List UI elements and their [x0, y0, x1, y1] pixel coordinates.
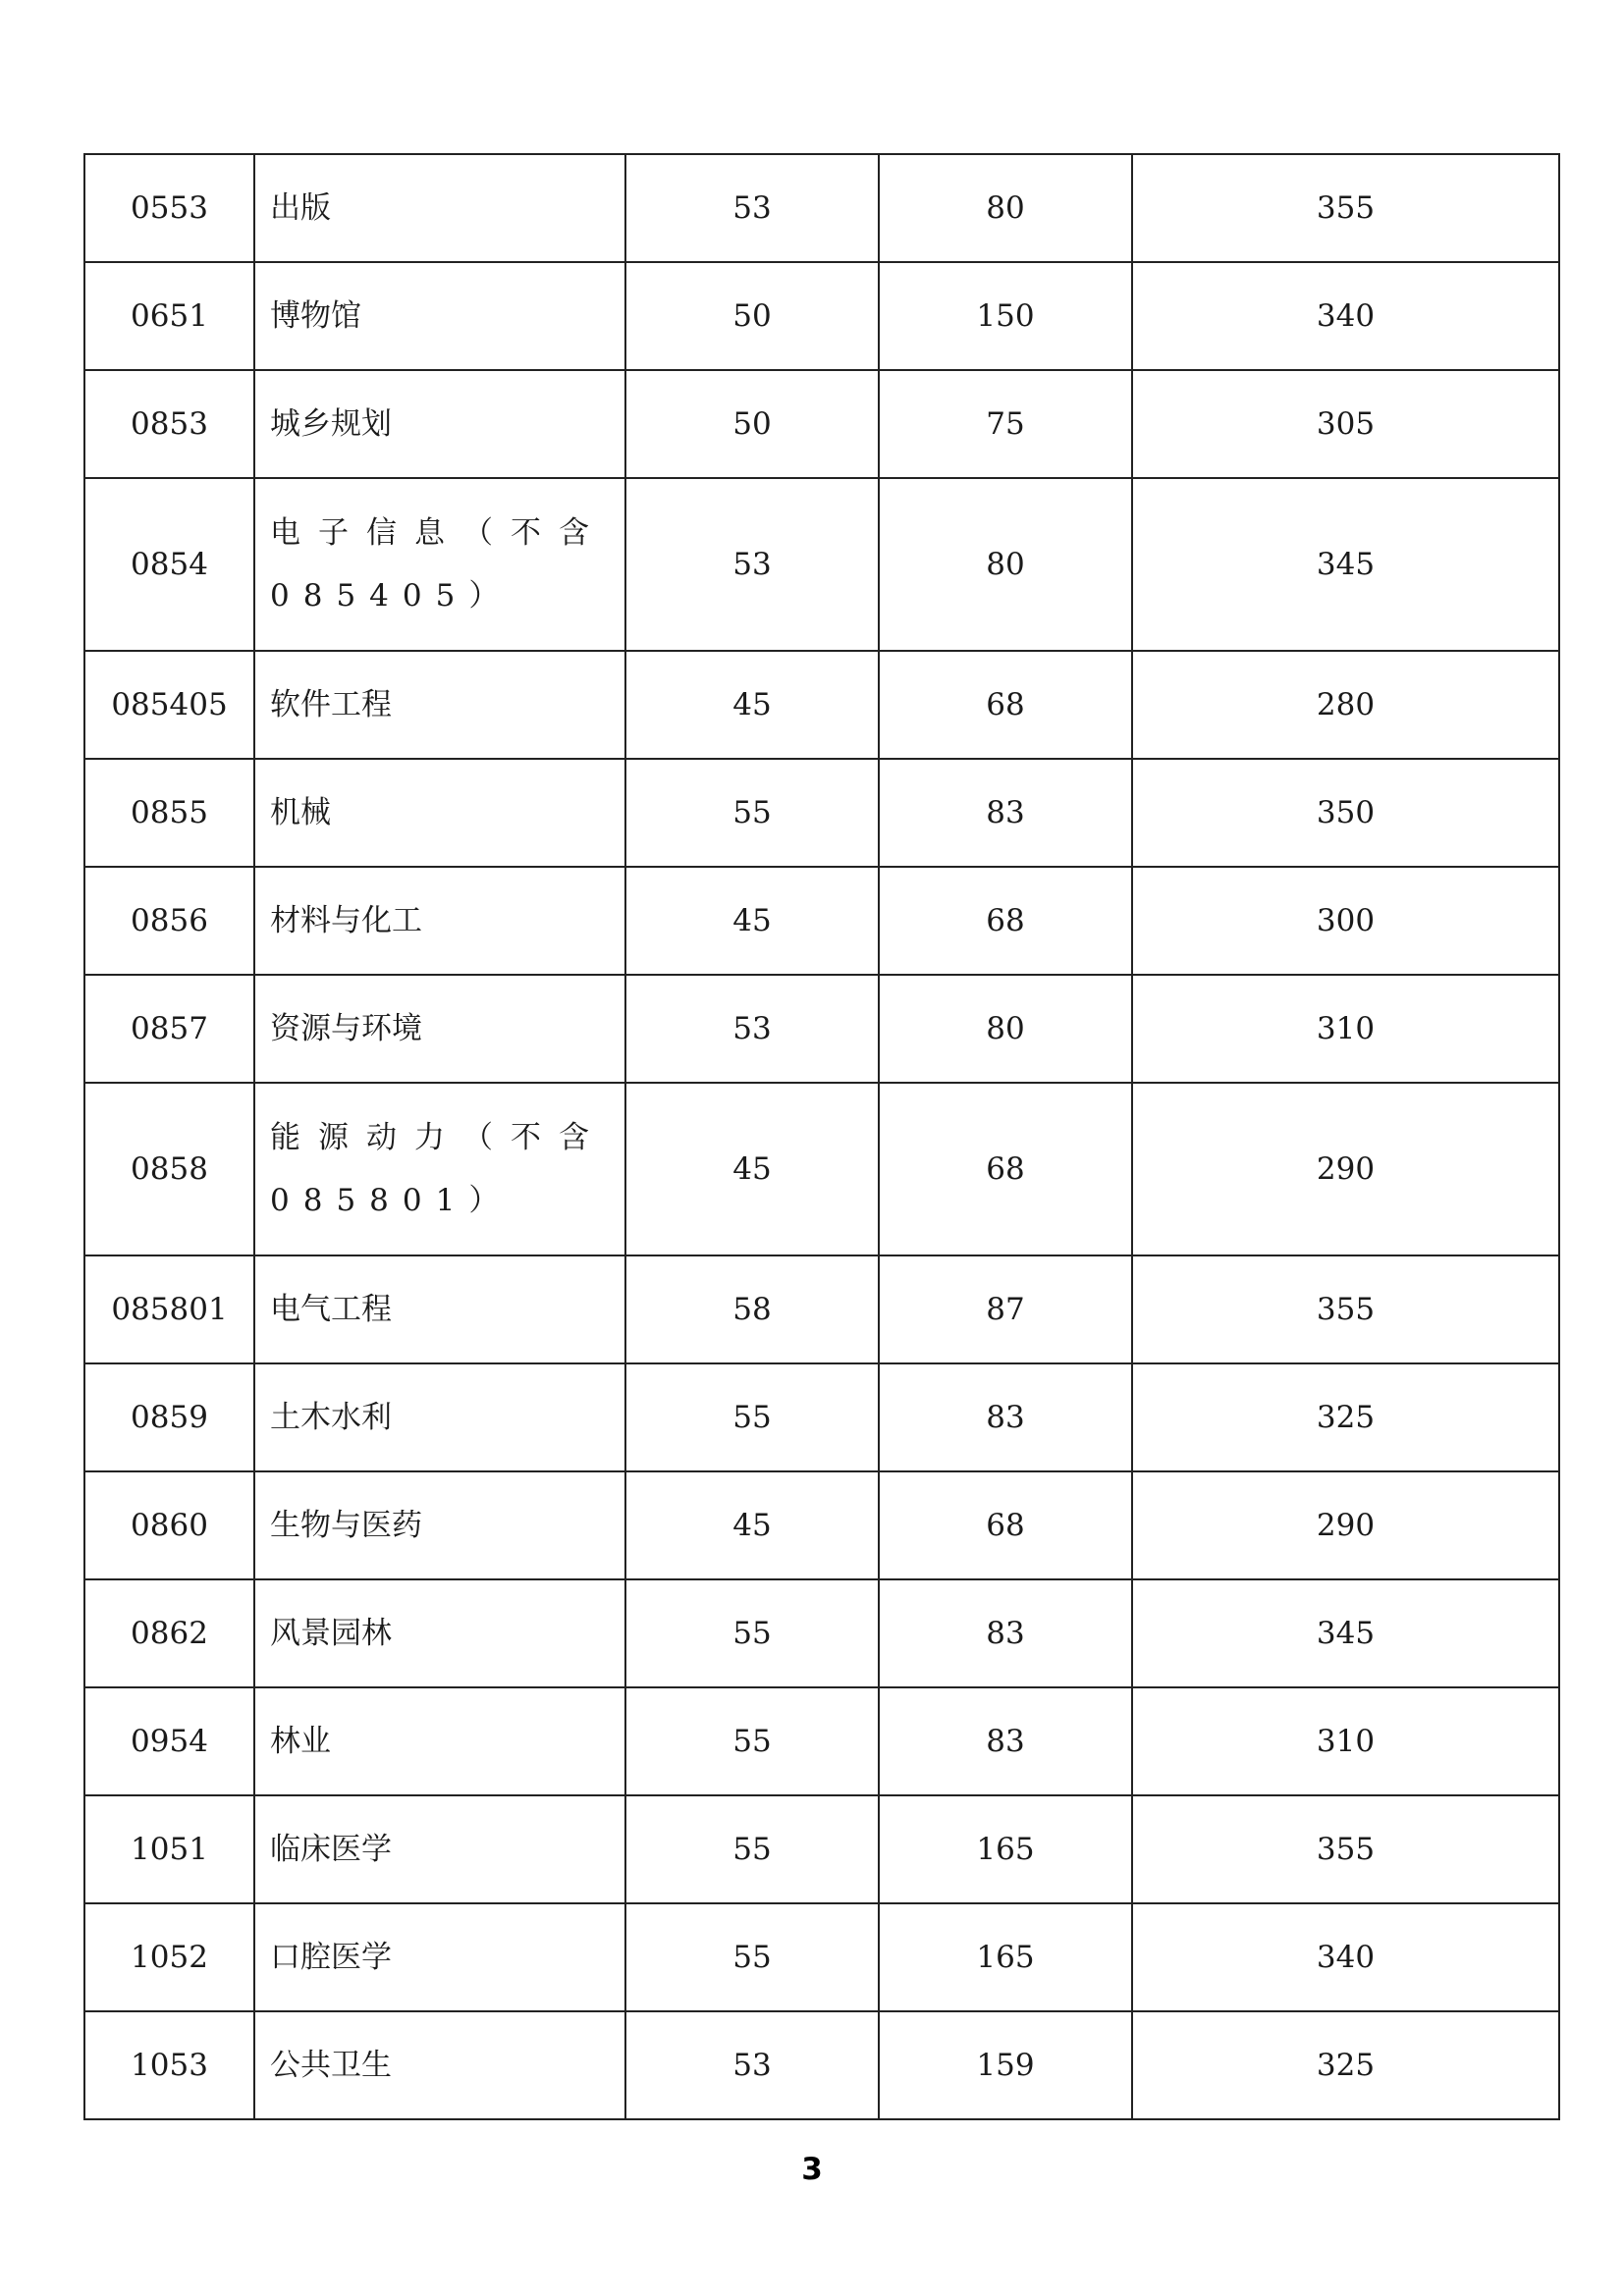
cell-single-subject-score-b: 83 — [879, 1687, 1132, 1795]
cell-total-score: 355 — [1132, 154, 1559, 262]
cell-total-score: 310 — [1132, 1687, 1559, 1795]
cell-major-code: 0857 — [84, 975, 254, 1083]
cell-major-code: 0954 — [84, 1687, 254, 1795]
cell-total-score: 280 — [1132, 651, 1559, 759]
cell-single-subject-score-b: 80 — [879, 154, 1132, 262]
table-row — [84, 1795, 1559, 1903]
cell-single-subject-score-a: 45 — [625, 1083, 879, 1255]
cell-major-code: 0862 — [84, 1579, 254, 1687]
table-row — [84, 370, 1559, 478]
cell-single-subject-score-a: 45 — [625, 867, 879, 975]
cell-single-subject-score-b: 68 — [879, 1083, 1132, 1255]
cell-single-subject-score-a: 53 — [625, 2011, 879, 2119]
cell-total-score: 355 — [1132, 1795, 1559, 1903]
cell-major-name: 城乡规划 — [254, 370, 625, 478]
cell-single-subject-score-a: 55 — [625, 1903, 879, 2011]
cell-major-name: 出版 — [254, 154, 625, 262]
cell-major-name: 公共卫生 — [254, 2011, 625, 2119]
cell-single-subject-score-b: 68 — [879, 651, 1132, 759]
cell-single-subject-score-b: 75 — [879, 370, 1132, 478]
cell-single-subject-score-b: 83 — [879, 1363, 1132, 1471]
table-body — [84, 154, 1559, 2119]
table-row — [84, 1579, 1559, 1687]
cell-single-subject-score-a: 58 — [625, 1255, 879, 1363]
table-row — [84, 1255, 1559, 1363]
cell-total-score: 290 — [1132, 1471, 1559, 1579]
cell-single-subject-score-b: 87 — [879, 1255, 1132, 1363]
cell-total-score: 325 — [1132, 1363, 1559, 1471]
cell-total-score: 340 — [1132, 262, 1559, 370]
table-row — [84, 1471, 1559, 1579]
cell-major-name: 机械 — [254, 759, 625, 867]
cell-single-subject-score-a: 55 — [625, 1363, 879, 1471]
cell-single-subject-score-b: 80 — [879, 975, 1132, 1083]
cell-major-code: 085801 — [84, 1255, 254, 1363]
cell-major-code: 0858 — [84, 1083, 254, 1255]
cell-single-subject-score-b: 150 — [879, 262, 1132, 370]
cell-single-subject-score-b: 83 — [879, 1579, 1132, 1687]
cell-major-code: 0860 — [84, 1471, 254, 1579]
table-row — [84, 975, 1559, 1083]
cell-major-code: 0651 — [84, 262, 254, 370]
table-row — [84, 262, 1559, 370]
cell-major-name: 口腔医学 — [254, 1903, 625, 2011]
cell-major-code: 0859 — [84, 1363, 254, 1471]
table-row — [84, 1687, 1559, 1795]
cell-major-code: 0854 — [84, 478, 254, 651]
cell-single-subject-score-b: 165 — [879, 1903, 1132, 2011]
cell-major-name: 电子信息（不含085405） — [254, 478, 625, 651]
cell-total-score: 325 — [1132, 2011, 1559, 2119]
cell-single-subject-score-b: 68 — [879, 867, 1132, 975]
cell-total-score: 350 — [1132, 759, 1559, 867]
cell-major-name: 材料与化工 — [254, 867, 625, 975]
cell-single-subject-score-a: 53 — [625, 478, 879, 651]
cell-single-subject-score-b: 165 — [879, 1795, 1132, 1903]
table-row — [84, 154, 1559, 262]
cell-total-score: 355 — [1132, 1255, 1559, 1363]
table-row — [84, 1903, 1559, 2011]
cell-major-name: 生物与医药 — [254, 1471, 625, 1579]
cell-major-name: 土木水利 — [254, 1363, 625, 1471]
table-row — [84, 867, 1559, 975]
cell-major-name: 资源与环境 — [254, 975, 625, 1083]
table-row — [84, 1363, 1559, 1471]
score-table — [83, 153, 1560, 2120]
cell-single-subject-score-a: 55 — [625, 1795, 879, 1903]
cell-single-subject-score-a: 53 — [625, 154, 879, 262]
cell-single-subject-score-a: 45 — [625, 1471, 879, 1579]
page-number: 3 — [801, 2152, 823, 2187]
cell-single-subject-score-a: 50 — [625, 370, 879, 478]
cell-major-name: 风景园林 — [254, 1579, 625, 1687]
table-row — [84, 1083, 1559, 1255]
cell-single-subject-score-a: 55 — [625, 1687, 879, 1795]
cell-major-name: 博物馆 — [254, 262, 625, 370]
cell-major-code: 0853 — [84, 370, 254, 478]
cell-major-code: 085405 — [84, 651, 254, 759]
cell-total-score: 310 — [1132, 975, 1559, 1083]
table-row — [84, 2011, 1559, 2119]
cell-total-score: 300 — [1132, 867, 1559, 975]
cell-single-subject-score-a: 53 — [625, 975, 879, 1083]
table-row — [84, 478, 1559, 651]
cell-major-code: 0855 — [84, 759, 254, 867]
cell-major-name: 软件工程 — [254, 651, 625, 759]
cell-total-score: 305 — [1132, 370, 1559, 478]
table-row — [84, 651, 1559, 759]
table-row — [84, 759, 1559, 867]
cell-major-name: 临床医学 — [254, 1795, 625, 1903]
cell-major-code: 1052 — [84, 1903, 254, 2011]
cell-major-code: 0553 — [84, 154, 254, 262]
cell-major-name: 电气工程 — [254, 1255, 625, 1363]
cell-single-subject-score-b: 80 — [879, 478, 1132, 651]
cell-single-subject-score-b: 68 — [879, 1471, 1132, 1579]
cell-single-subject-score-a: 55 — [625, 759, 879, 867]
cell-single-subject-score-a: 50 — [625, 262, 879, 370]
cell-single-subject-score-a: 45 — [625, 651, 879, 759]
cell-single-subject-score-b: 159 — [879, 2011, 1132, 2119]
cell-total-score: 345 — [1132, 1579, 1559, 1687]
cell-major-name: 能源动力（不含085801） — [254, 1083, 625, 1255]
cell-major-code: 1053 — [84, 2011, 254, 2119]
cell-major-name: 林业 — [254, 1687, 625, 1795]
cell-total-score: 345 — [1132, 478, 1559, 651]
cell-major-code: 0856 — [84, 867, 254, 975]
cell-total-score: 340 — [1132, 1903, 1559, 2011]
cell-single-subject-score-a: 55 — [625, 1579, 879, 1687]
cell-total-score: 290 — [1132, 1083, 1559, 1255]
cell-single-subject-score-b: 83 — [879, 759, 1132, 867]
cell-major-code: 1051 — [84, 1795, 254, 1903]
